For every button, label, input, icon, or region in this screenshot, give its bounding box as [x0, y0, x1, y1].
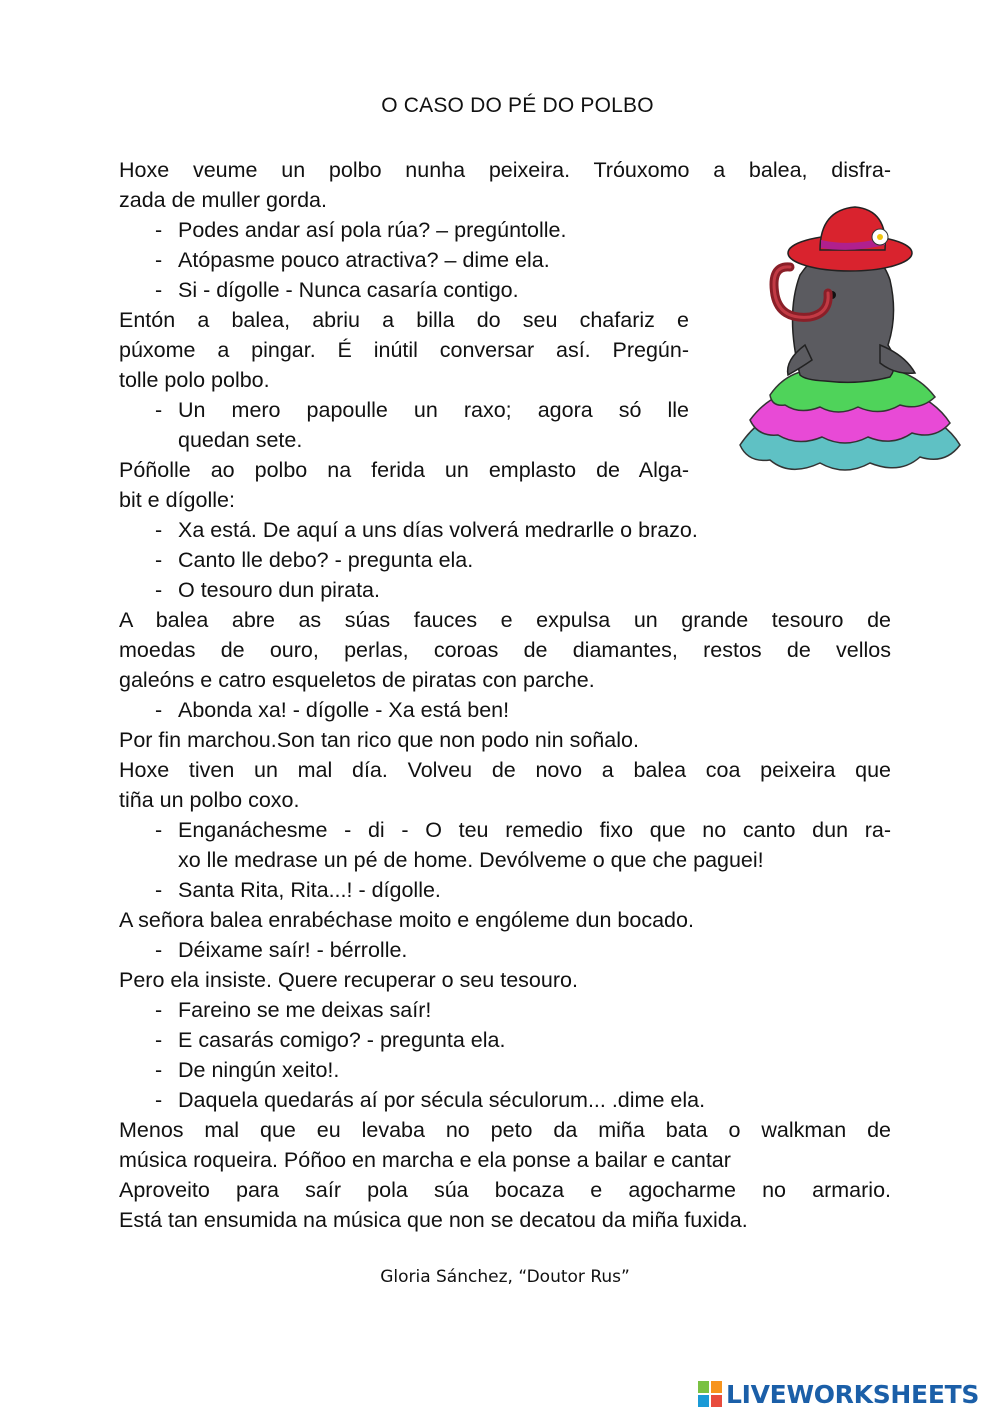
dialogue-line: xo lle medrase un pé de home. Devólveme o que che paguei!	[178, 848, 764, 872]
paragraph-line: Entón a balea, abriu a billa do seu chafariz e	[119, 308, 689, 332]
paragraph-line: Por fin marchou.Son tan rico que non podo nin soñalo.	[119, 728, 639, 752]
dialogue-line: - Si - dígolle - Nunca casaría contigo.	[155, 278, 519, 302]
paragraph-line: A señora balea enrabéchase moito e engóleme dun bocado.	[119, 908, 694, 932]
paragraph-line: Hoxe tiven un mal día. Volveu de novo a balea coa peixeira que	[119, 758, 891, 782]
paragraph-line: A balea abre as súas fauces e expulsa un grande tesouro de	[119, 608, 891, 632]
paragraph-line: moedas de ouro, perlas, coroas de diamantes, restos de vellos	[119, 638, 891, 662]
dialogue-line: - E casarás comigo? - pregunta ela.	[155, 1028, 506, 1052]
paragraph-line: tiña un polbo coxo.	[119, 788, 300, 812]
paragraph-line: Menos mal que eu levaba no peto da miña bata o walkman de	[119, 1118, 891, 1142]
paragraph-line: Póñolle ao polbo na ferida un emplasto de Alga-	[119, 458, 689, 482]
dialogue-line: - Déixame saír! - bérrolle.	[155, 938, 408, 962]
dialogue-line: - Abonda xa! - dígolle - Xa está ben!	[155, 698, 510, 722]
dialogue-line: - Atópasme pouco atractiva? – dime ela.	[155, 248, 550, 272]
dialogue-line: - Un mero papoulle un raxo; agora só lle	[155, 398, 689, 422]
whale-in-dress-icon	[730, 195, 965, 485]
paragraph-line: zada de muller gorda.	[119, 188, 327, 212]
dialogue-line: - Podes andar así pola rúa? – pregúntolle.	[155, 218, 567, 242]
paragraph-line: púxome a pingar. É inútil conversar así. Pregún-	[119, 338, 689, 362]
dialogue-line: - Enganáchesme - di - O teu remedio fixo que no canto dun ra-	[155, 818, 891, 842]
paragraph-line: música roqueira. Póñoo en marcha e ela ponse a bailar e cantar	[119, 1148, 731, 1172]
worksheet-logo-icon	[698, 1381, 722, 1407]
author-signature: Gloria Sánchez, “Doutor Rus”	[380, 1267, 630, 1287]
dialogue-line: - Fareino se me deixas saír!	[155, 998, 432, 1022]
paragraph-line: Está tan ensumida na música que non se decatou da miña fuxida.	[119, 1208, 748, 1232]
dialogue-line: - Daquela quedarás aí por sécula séculorum... .dime ela.	[155, 1088, 706, 1112]
liveworksheets-logo	[698, 1378, 979, 1410]
paragraph-line: Pero ela insiste. Quere recuperar o seu tesouro.	[119, 968, 578, 992]
dialogue-line: - Xa está. De aquí a uns días volverá medrarlle o brazo.	[155, 518, 698, 542]
page-title: O CASO DO PÉ DO POLBO	[381, 94, 654, 117]
dialogue-line: - O tesouro dun pirata.	[155, 578, 380, 602]
dialogue-line: - De ningún xeito!.	[155, 1058, 340, 1082]
dialogue-line: quedan sete.	[178, 428, 303, 452]
paragraph-line: galeóns e catro esqueletos de piratas con parche.	[119, 668, 595, 692]
paragraph-line: Aproveito para saír pola súa bocaza e agocharme no armario.	[119, 1178, 891, 1202]
logo-text: LIVEWORKSHEETS	[726, 1379, 980, 1409]
paragraph-line: tolle polo polbo.	[119, 368, 270, 392]
paragraph-line: Hoxe veume un polbo nunha peixeira. Tróuxomo a balea, disfra-	[119, 158, 891, 182]
dialogue-line: - Santa Rita, Rita...! - dígolle.	[155, 878, 441, 902]
dialogue-line: - Canto lle debo? - pregunta ela.	[155, 548, 474, 572]
paragraph-line: bit e dígolle:	[119, 488, 235, 512]
